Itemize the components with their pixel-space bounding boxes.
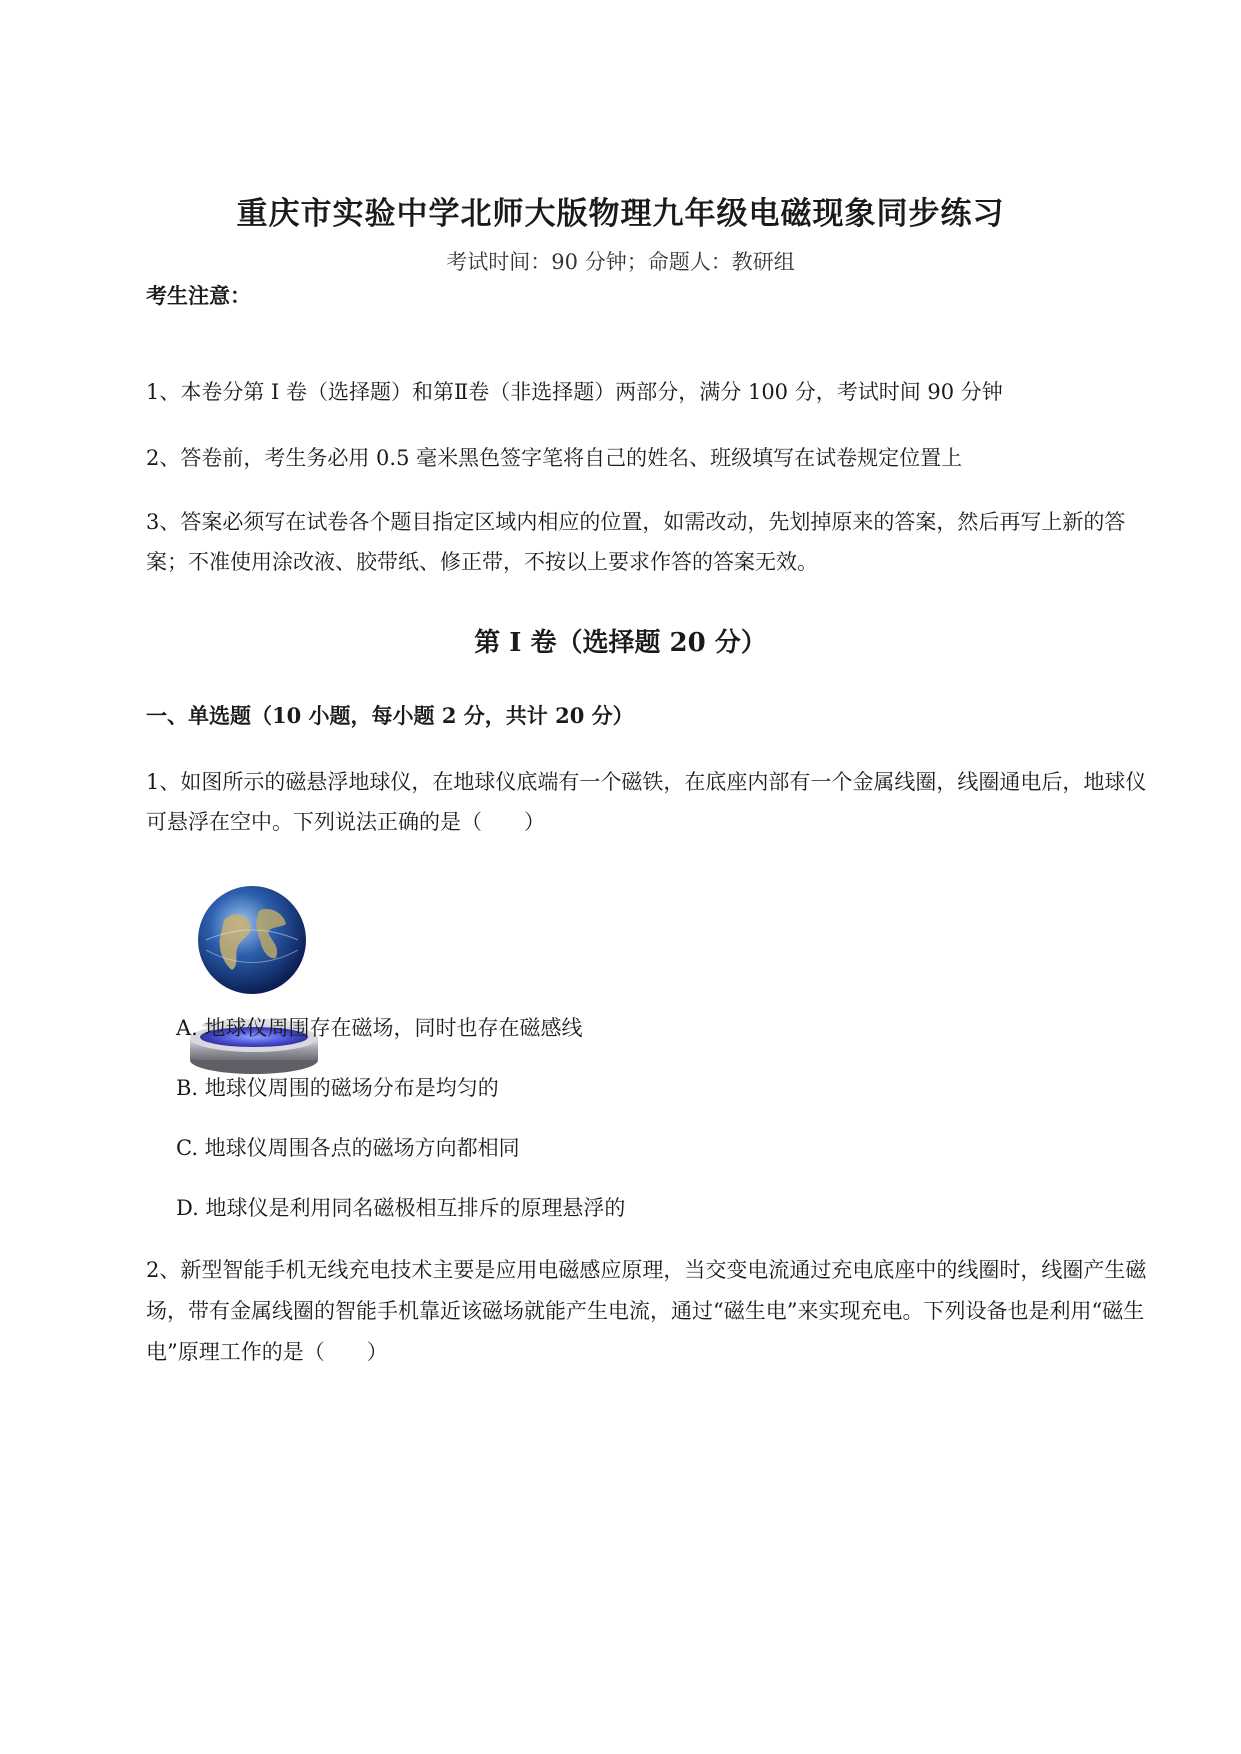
question-1-stem: 1、如图所示的磁悬浮地球仪，在地球仪底端有一个磁铁，在底座内部有一个金属线圈，线圈通电后，地球仪可悬浮在空中。下列说法正确的是（ ） bbox=[146, 770, 1147, 834]
part-heading: 一、单选题（10 小题，每小题 2 分，共计 20 分） bbox=[146, 703, 634, 728]
maglev-globe-image bbox=[176, 880, 336, 1080]
question-1-option-c: C. 地球仪周围各点的磁场方向都相同 bbox=[176, 1136, 520, 1160]
question-1-option-d: D. 地球仪是利用同名磁极相互排斥的原理悬浮的 bbox=[176, 1196, 626, 1220]
globe-sphere bbox=[198, 886, 306, 994]
page-title: 重庆市实验中学北师大版物理九年级电磁现象同步练习 bbox=[236, 196, 1005, 232]
question-1-option-b: B. 地球仪周围的磁场分布是均匀的 bbox=[176, 1076, 499, 1100]
section-title: 第 I 卷（选择题 20 分） bbox=[474, 628, 767, 658]
question-2-stem: 2、新型智能手机无线充电技术主要是应用电磁感应原理，当交变电流通过充电底座中的线圈时，线圈产生磁场，带有金属线圈的智能手机靠近该磁场就能产生电流，通过“磁生电”来实现充电。下列设备也是利用“磁生电”原理工作的是（ ） bbox=[146, 1258, 1147, 1364]
exam-info: 考试时间：90 分钟；命题人：教研组 bbox=[446, 250, 795, 274]
notice-heading: 考生注意： bbox=[146, 283, 251, 308]
question-1-option-a: A. 地球仪周围存在磁场，同时也存在磁感线 bbox=[176, 1016, 583, 1040]
notice-item-1: 1、本卷分第 I 卷（选择题）和第Ⅱ卷（非选择题）两部分，满分 100 分，考试时间 90 分钟 bbox=[146, 380, 1003, 404]
notice-item-2: 2、答卷前，考生务必用 0.5 毫米黑色签字笔将自己的姓名、班级填写在试卷规定位置上 bbox=[146, 446, 963, 470]
notice-item-3: 3、答案必须写在试卷各个题目指定区域内相应的位置，如需改动，先划掉原来的答案，然后再写上新的答案；不准使用涂改液、胶带纸、修正带，不按以上要求作答的答案无效。 bbox=[146, 510, 1126, 574]
